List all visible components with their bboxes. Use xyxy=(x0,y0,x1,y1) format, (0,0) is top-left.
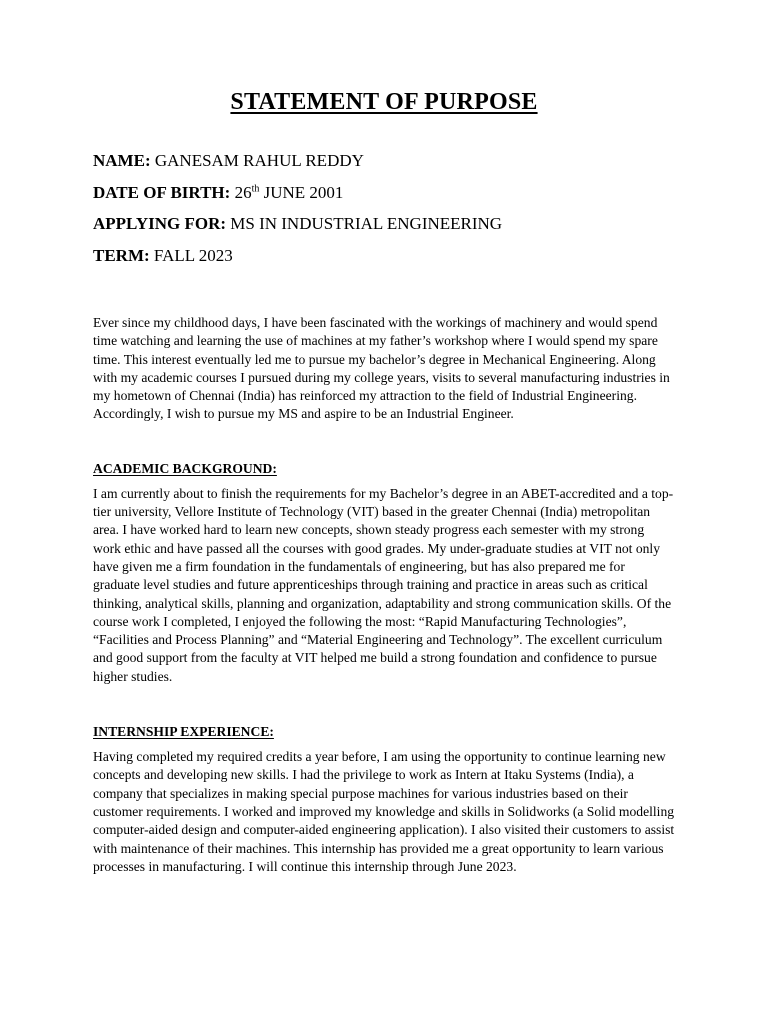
term-label: TERM: xyxy=(93,245,150,265)
applying-value: MS IN INDUSTRIAL ENGINEERING xyxy=(230,214,503,233)
dob-rest: JUNE 2001 xyxy=(263,182,344,202)
dob-value xyxy=(235,183,344,202)
dob-day: 26 xyxy=(234,182,252,202)
academic-background-paragraph: I am currently about to finish the requirements for my Bachelor’s degree in an ABET-accredited and a top-tier university, Vellore Institute of Technology (VIT) based in the greater Chennai (India) metropolitan area. I have worked hard to learn new concepts, shown steady progress each semester with my strong work ethic and have passed all the courses with good grades. My under-graduate studies at VIT not only have given me a firm foundation in the fundamentals of engineering, but has also prepared me for graduate level studies and future apprenticeships through training and practice in areas such as critical thinking, analytical skills, planning and organization, adaptability and strong communication skills. Of the course work I completed, I enjoyed the following the most: “Rapid Manufacturing Technologies”, “Facilities and Process Planning” and “Material Engineering and Technology”. The excellent curriculum and good support from the faculty at VIT helped me build a strong foundation and confidence to pursue higher studies. xyxy=(93,485,674,684)
term-value: FALL 2023 xyxy=(153,245,233,265)
document-title: STATEMENT OF PURPOSE xyxy=(230,89,538,115)
intro-paragraph: Ever since my childhood days, I have been fascinated with the workings of machinery and would spend time watching and learning the use of machines at my father’s workshop where I would spend my spare time. This interest eventually led me to pursue my bachelor’s degree in Mechanical Engineering. Along with my academic courses I pursued during my college years, visits to several manufacturing industries in my hometown of Chennai (India) has reinforced my attraction to the field of Industrial Engineering. Accordingly, I wish to pursue my MS and aspire to be an Industrial Engineer. xyxy=(93,315,670,422)
applicant-info xyxy=(93,145,675,271)
academic-background-heading: ACADEMIC BACKGROUND: xyxy=(93,460,277,476)
internship-experience-paragraph: Having completed my required credits a year before, I am using the opportunity to continue learning new concepts and developing new skills. I had the privilege to work as Intern at Itaku Systems (India), a company that specializes in making special purpose machines for various industries based on their customer requirements. I worked and improved my knowledge and skills in Solidworks (a Solid modelling computer-aided design and computer-aided engineering application). I also visited their customers to assist with maintenance of their machines. This internship has provided me a great opportunity to learn various processes in manufacturing. I will continue this internship through June 2023. xyxy=(93,749,675,874)
dob-label: DATE OF BIRTH: xyxy=(93,182,231,202)
internship-experience-heading: INTERNSHIP EXPERIENCE: xyxy=(93,724,274,740)
name-label: NAME: xyxy=(93,151,151,170)
name-row xyxy=(93,145,675,177)
dob-suffix: th xyxy=(251,182,260,194)
applying-label: APPLYING FOR: xyxy=(93,214,227,233)
applying-row xyxy=(93,208,675,240)
name-value: GANESAM RAHUL REDDY xyxy=(154,151,364,170)
term-row xyxy=(93,240,675,272)
dob-row xyxy=(93,177,675,209)
